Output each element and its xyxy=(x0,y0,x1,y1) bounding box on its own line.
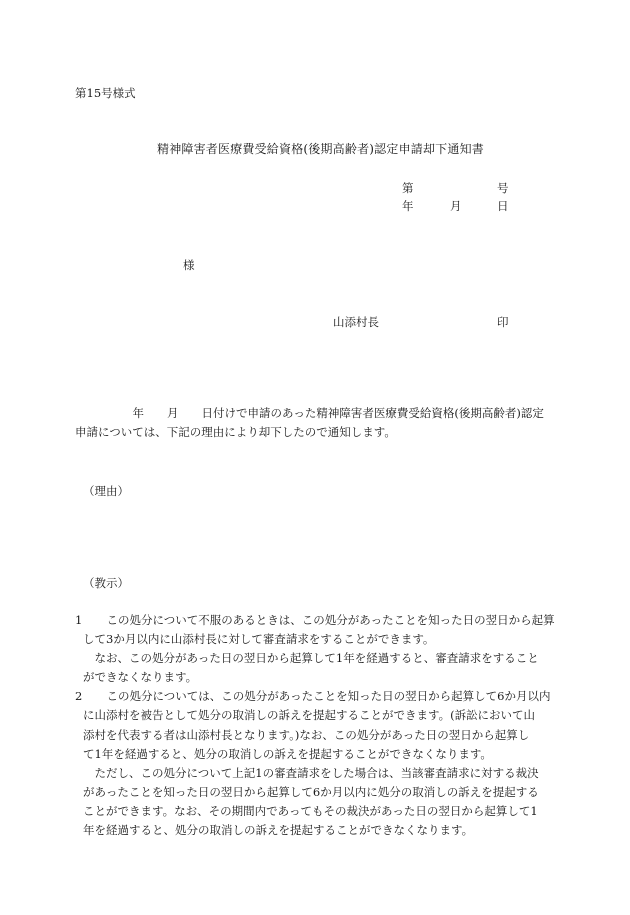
notice-body xyxy=(75,404,560,442)
instruction-line: して3か月以内に山添村長に対して審査請求をすることができます。 xyxy=(83,632,435,647)
instructions-list xyxy=(75,611,560,840)
doc-number-prefix: 第 xyxy=(402,181,414,195)
instruction-line: ことができます。なお、その期間内であってもその裁決があった日の翌日から起算して1 xyxy=(83,803,538,818)
instruction-line: 年を経過すると、処分の取消しの訴えを提起することができなくなります。 xyxy=(83,823,474,838)
instruction-line: ができなくなります。 xyxy=(83,670,198,685)
date-day: 日 xyxy=(497,199,509,213)
form-number: 第15号様式 xyxy=(75,86,136,100)
seal-mark: 印 xyxy=(497,315,509,329)
date-month: 月 xyxy=(450,199,462,213)
instruction-line: ただし、この処分について上記1の審査請求をした場合は、当該審査請求に対する裁決 xyxy=(83,765,539,780)
recipient-suffix: 様 xyxy=(183,258,195,272)
reason-label: （理由） xyxy=(83,484,129,498)
instruction-line: 添村を代表する者は山添村長となります。)なお、この処分があった日の翌日から起算し xyxy=(83,727,530,742)
instruction-line: なお、この処分があった日の翌日から起算して1年を経過すると、審査請求をすること xyxy=(83,651,539,666)
instruction-line: 2 この処分については、この処分があったことを知った日の翌日から起算して6か月以内 xyxy=(75,687,560,706)
instruction-line: て1年を経過すると、処分の取消しの訴えを提起することができなくなります。 xyxy=(83,746,492,761)
instruction-line: があったことを知った日の翌日から起算して6か月以内に処分の取消しの訴えを提起する xyxy=(83,784,539,799)
instruction-label: （教示） xyxy=(83,576,129,590)
date-year: 年 xyxy=(402,199,414,213)
instruction-number: 2 xyxy=(75,689,83,704)
issuer-name: 山添村長 xyxy=(333,315,379,329)
document-title: 精神障害者医療費受給資格(後期高齢者)認定申請却下通知書 xyxy=(157,142,484,156)
doc-number-suffix: 号 xyxy=(497,181,509,195)
notice-body-line: 申請については、下記の理由により却下したので通知します。 xyxy=(75,425,396,439)
instruction-line: 1 この処分について不服のあるときは、この処分があったことを知った日の翌日から起算 xyxy=(75,611,560,630)
instruction-line: に山添村を被告として処分の取消しの訴えを提起することができます。(訴訟において山 xyxy=(83,708,536,723)
notice-body-line: 年 月 日付けで申請のあった精神障害者医療費受給資格(後期高齢者)認定 xyxy=(75,406,544,420)
instruction-number: 1 xyxy=(75,613,83,627)
